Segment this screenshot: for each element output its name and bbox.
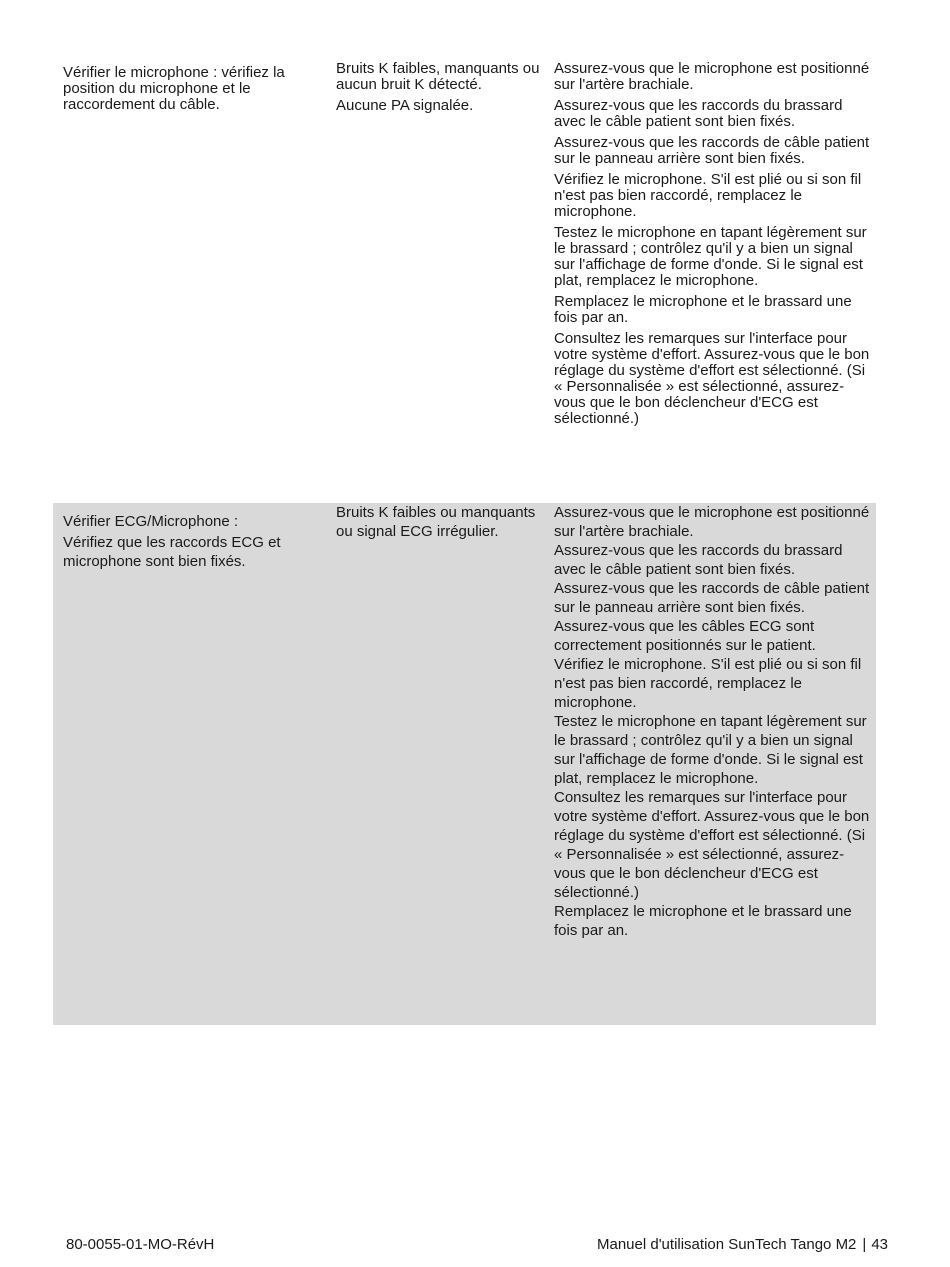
action-text: Testez le microphone en tapant légèrement sur le brassard ; contrôlez qu'il y a bien un signal sur l'affichage de forme d'onde. Si le signal est plat, remplacez le microphone. bbox=[554, 713, 867, 787]
check-text: Vérifier ECG/Microphone : bbox=[63, 513, 239, 530]
action-text: Consultez les remarques sur l'interface pour votre système d'effort. Assurez-vous que le bon réglage du système d'effort est sélectionné. (Si « Personnalisée » est sélectionné, assurez-vous que le bon déclencheur d'ECG est sélectionné.) bbox=[554, 789, 870, 901]
table-row bbox=[53, 503, 876, 1025]
problem-cell bbox=[336, 58, 554, 503]
check-text: Vérifier le microphone : vérifiez la position du microphone et le raccordement du câble. bbox=[63, 64, 285, 113]
action-text: Testez le microphone en tapant légèrement sur le brassard ; contrôlez qu'il y a bien un signal sur l'affichage de forme d'onde. Si le signal est plat, remplacez le microphone. bbox=[554, 224, 867, 289]
action-text: Assurez-vous que le microphone est positionné sur l'artère brachiale. bbox=[554, 60, 870, 93]
action-text: Vérifiez le microphone. S'il est plié ou si son fil n'est pas bien raccordé, remplacez le microphone. bbox=[554, 656, 862, 711]
action-text: Vérifiez le microphone. S'il est plié ou si son fil n'est pas bien raccordé, remplacez le microphone. bbox=[554, 171, 862, 220]
manual-title: Manuel d'utilisation SunTech Tango M2 bbox=[596, 1236, 857, 1253]
footer-separator: | bbox=[862, 1236, 867, 1253]
troubleshooting-table bbox=[53, 58, 876, 1025]
table-row bbox=[53, 58, 876, 503]
page-number: 43 bbox=[871, 1236, 888, 1253]
action-text: Assurez-vous que les raccords de câble patient sur le panneau arrière sont bien fixés. bbox=[554, 580, 870, 616]
actions-cell bbox=[554, 58, 876, 503]
footer-right bbox=[597, 1236, 888, 1254]
page-footer bbox=[66, 1236, 888, 1254]
problem-cell bbox=[336, 503, 554, 1025]
document-id: 80-0055-01-MO-RévH bbox=[66, 1236, 215, 1253]
actions-cell bbox=[554, 503, 876, 1025]
action-text: Assurez-vous que les raccords du brassard avec le câble patient sont bien fixés. bbox=[554, 542, 843, 578]
action-text: Assurez-vous que le microphone est positionné sur l'artère brachiale. bbox=[554, 504, 870, 540]
problem-text: Bruits K faibles, manquants ou aucun bruit K détecté. bbox=[336, 60, 540, 93]
action-text: Assurez-vous que les raccords de câble patient sur le panneau arrière sont bien fixés. bbox=[554, 134, 870, 167]
check-text: Vérifiez que les raccords ECG et microphone sont bien fixés. bbox=[63, 534, 281, 570]
check-cell bbox=[53, 58, 336, 503]
action-text: Consultez les remarques sur l'interface pour votre système d'effort. Assurez-vous que le bon réglage du système d'effort est sélectionné. (Si « Personnalisée » est sélectionné, assurez-vous que le bon déclencheur d'ECG est sélectionné.) bbox=[554, 330, 870, 427]
check-cell bbox=[53, 503, 336, 1025]
action-text: Assurez-vous que les câbles ECG sont correctement positionnés sur le patient. bbox=[554, 618, 816, 654]
problem-text: Bruits K faibles ou manquants ou signal ECG irrégulier. bbox=[336, 504, 536, 540]
action-text: Remplacez le microphone et le brassard une fois par an. bbox=[554, 903, 852, 939]
action-text: Assurez-vous que les raccords du brassard avec le câble patient sont bien fixés. bbox=[554, 97, 843, 130]
problem-text: Aucune PA signalée. bbox=[336, 97, 474, 114]
action-text: Remplacez le microphone et le brassard une fois par an. bbox=[554, 293, 852, 326]
